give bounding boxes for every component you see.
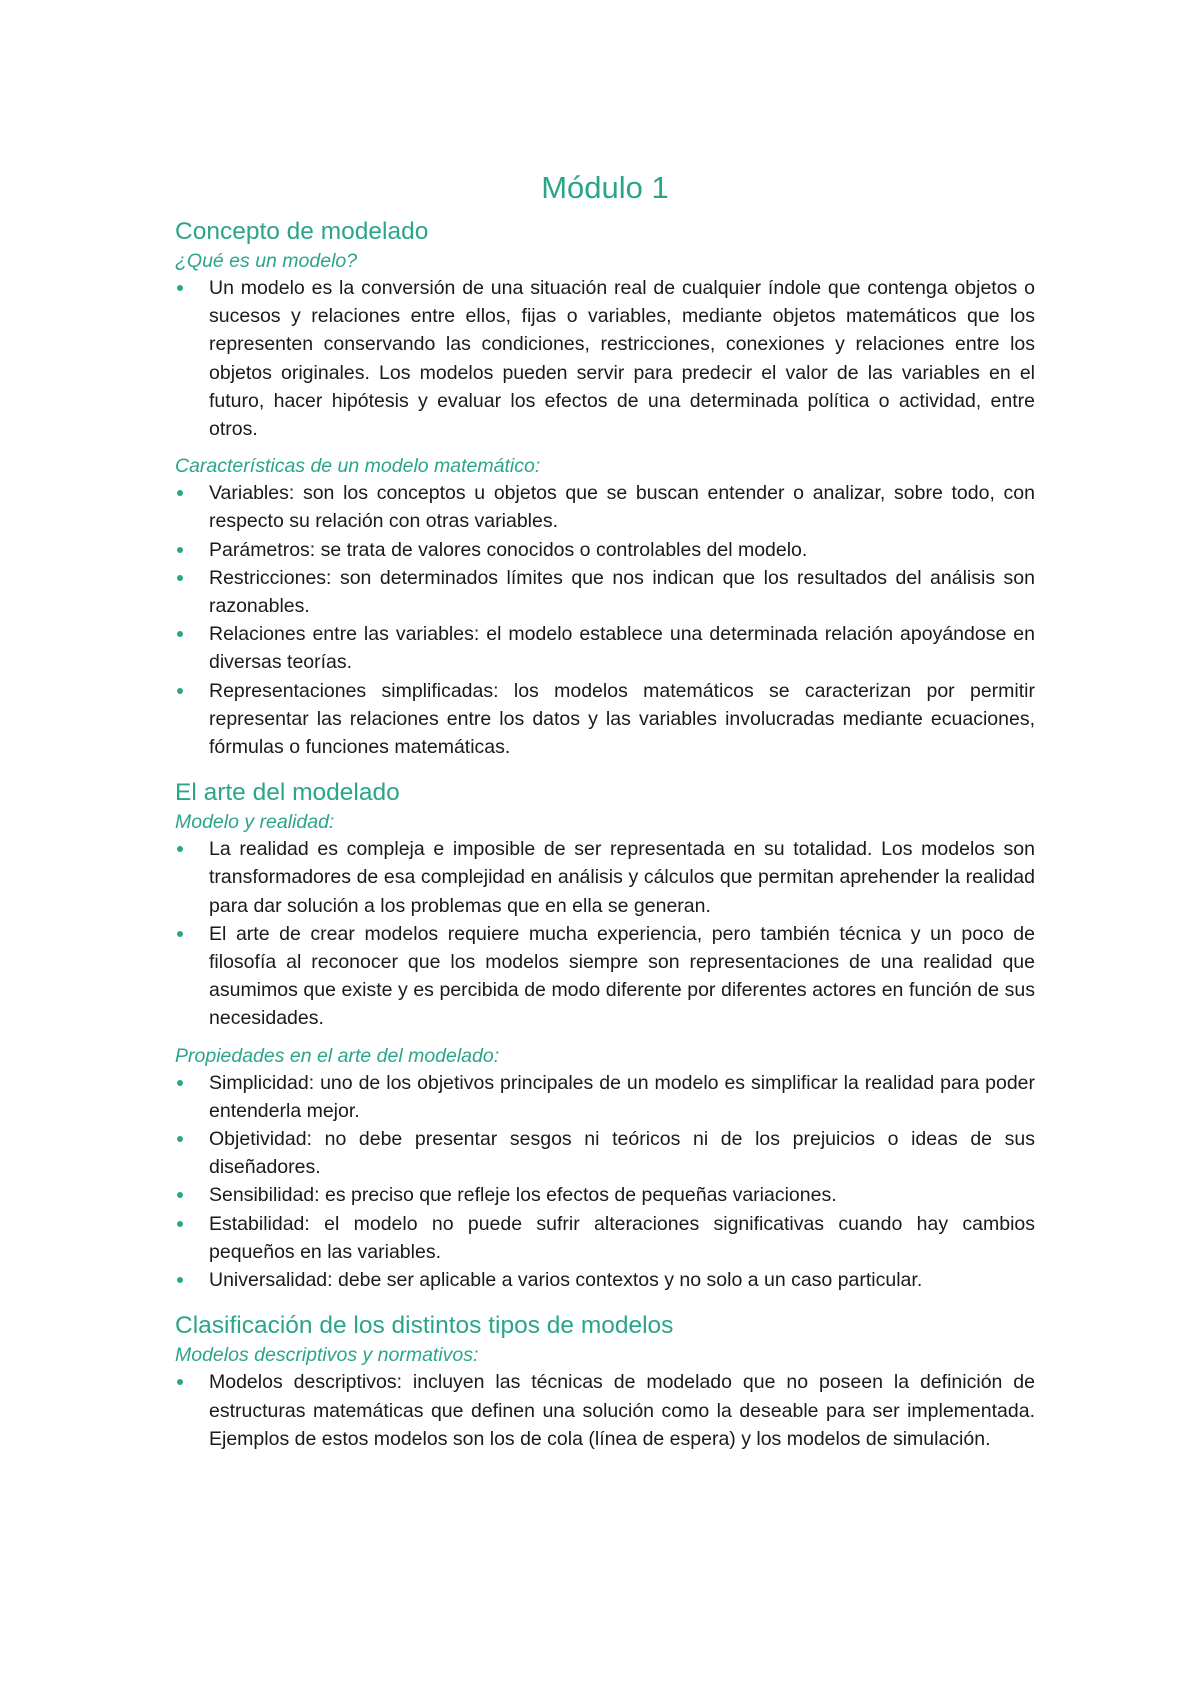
bullet-icon	[177, 931, 183, 937]
list-item: La realidad es compleja e imposible de ser representada en su totalidad. Los modelos son transformadores de esa complejidad en análisis y cálculos que permitan aprehender la realidad para dar solución a los problemas que en ella se generan.	[175, 835, 1035, 920]
subsection-heading: Modelo y realidad:	[175, 811, 335, 834]
list-item: Relaciones entre las variables: el modelo establece una determinada relación apoyándose en diversas teorías.	[175, 620, 1035, 676]
subsection-heading: Características de un modelo matemático:	[175, 455, 541, 478]
section-heading: Clasificación de los distintos tipos de modelos	[175, 1312, 674, 1340]
bullet-list	[175, 1368, 1035, 1453]
list-item: Sensibilidad: es preciso que refleje los efectos de pequeñas variaciones.	[175, 1181, 1035, 1209]
bullet-icon	[177, 575, 183, 581]
section-arte	[175, 777, 1035, 1294]
list-item: Modelos descriptivos: incluyen las técnicas de modelado que no poseen la definición de estructuras matemáticas que definen una solución como la deseable para ser implementada. Ejemplos de estos modelos son los de cola (línea de espera) y los modelos de simulación.	[175, 1368, 1035, 1453]
bullet-icon	[177, 1192, 183, 1198]
section-clasificacion	[175, 1310, 1035, 1453]
bullet-icon	[177, 1277, 183, 1283]
list-item: Parámetros: se trata de valores conocidos o controlables del modelo.	[175, 536, 1035, 564]
section-heading: Concepto de modelado	[175, 218, 429, 245]
bullet-icon	[177, 1221, 183, 1227]
bullet-icon	[177, 547, 183, 553]
list-item: Universalidad: debe ser aplicable a varios contextos y no solo a un caso particular.	[175, 1266, 1035, 1294]
bullet-icon	[177, 688, 183, 694]
bullet-icon	[177, 1080, 183, 1086]
list-item: El arte de crear modelos requiere mucha experiencia, pero también técnica y un poco de filosofía al reconocer que los modelos siempre son representaciones de una realidad que asumimos que existe y es percibida de modo diferente por diferentes actores en función de sus necesidades.	[175, 920, 1035, 1033]
bullet-icon	[177, 490, 183, 496]
bullet-list	[175, 479, 1035, 761]
subsection-heading: ¿Qué es un modelo?	[175, 250, 358, 272]
bullet-list	[175, 274, 1035, 443]
bullet-list	[175, 835, 1035, 1032]
bullet-list	[175, 1069, 1035, 1295]
list-item: Estabilidad: el modelo no puede sufrir alteraciones significativas cuando hay cambios pequeños en las variables.	[175, 1210, 1035, 1266]
list-item: Variables: son los conceptos u objetos que se buscan entender o analizar, sobre todo, con respecto su relación con otras variables.	[175, 479, 1035, 535]
section-heading: El arte del modelado	[175, 779, 400, 807]
list-item: Objetividad: no debe presentar sesgos ni teóricos ni de los prejuicios o ideas de sus diseñadores.	[175, 1125, 1035, 1181]
list-item: Un modelo es la conversión de una situación real de cualquier índole que contenga objetos o sucesos y relaciones entre ellos, fijas o variables, mediante objetos matemáticos que los representen conservando las condiciones, restricciones, conexiones y relaciones entre los objetos originales. Los modelos pueden servir para predecir el valor de las variables en el futuro, hacer hipótesis y evaluar los efectos de una determinada política o actividad, entre otros.	[175, 274, 1035, 443]
subsection-heading: Modelos descriptivos y normativos:	[175, 1344, 479, 1367]
list-item: Restricciones: son determinados límites que nos indican que los resultados del análisis son razonables.	[175, 564, 1035, 620]
page-title: Módulo 1	[541, 170, 669, 205]
section-concepto	[175, 216, 1035, 761]
subsection-heading: Propiedades en el arte del modelado:	[175, 1044, 500, 1067]
list-item: Representaciones simplificadas: los modelos matemáticos se caracterizan por permitir representar las relaciones entre los datos y las variables involucradas mediante ecuaciones, fórmulas o funciones matemáticas.	[175, 677, 1035, 762]
bullet-icon	[177, 631, 183, 637]
bullet-icon	[177, 846, 183, 852]
document-page	[175, 168, 1035, 1453]
bullet-icon	[177, 1379, 183, 1385]
list-item: Simplicidad: uno de los objetivos principales de un modelo es simplificar la realidad para poder entenderla mejor.	[175, 1069, 1035, 1125]
bullet-icon	[177, 1136, 183, 1142]
bullet-icon	[177, 285, 183, 291]
